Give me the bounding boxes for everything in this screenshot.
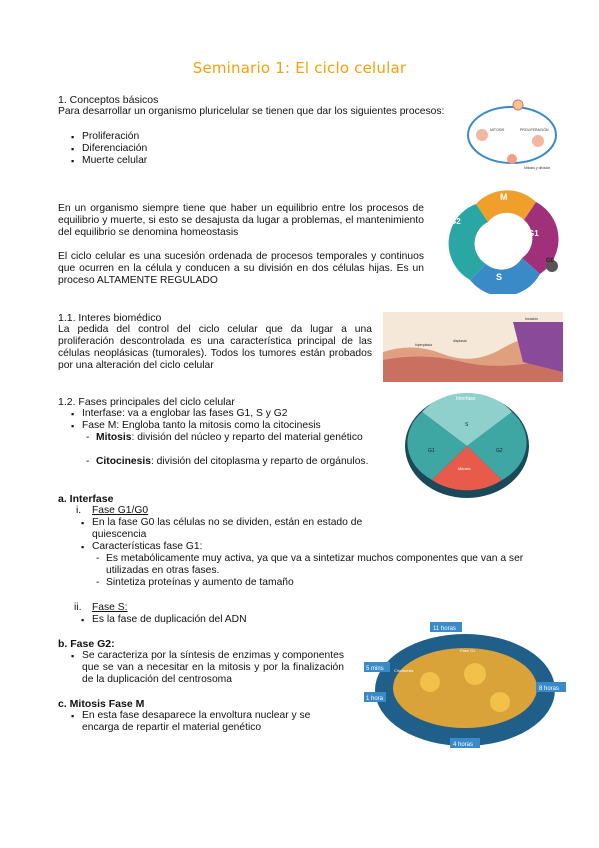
list-item: ▪ Diferenciación bbox=[82, 143, 147, 155]
subsection-heading: b. Fase G2: bbox=[58, 638, 115, 650]
fig-label: S bbox=[496, 272, 503, 282]
time-label: 1 hora bbox=[366, 696, 384, 702]
paragraph: Para desarrollar un organismo pluricelular se tienen que dar los siguientes procesos: bbox=[58, 106, 445, 117]
phase-title: Fase G1/G0 bbox=[92, 505, 149, 516]
bullet-list bbox=[82, 131, 147, 167]
list-item: ▪ Interfase: va a englobar las fases G1, S y G2 bbox=[82, 408, 372, 420]
fig-label: Invasión bbox=[525, 317, 539, 321]
definition-citocinesis bbox=[96, 456, 372, 468]
fig-label: Mitosis bbox=[458, 466, 471, 471]
fig-label: Interfase bbox=[456, 396, 476, 402]
paragraph: El ciclo celular es una sucesión ordenada de procesos temporales y continuos que ocurren en la célula y conducen a su división en dos células hijas. Es un proceso ALTAMENTE REGULADO bbox=[58, 251, 424, 286]
roman-label: ii. bbox=[74, 602, 82, 613]
fig-label: G0 bbox=[546, 258, 555, 264]
section-heading: 1. Conceptos básicos bbox=[58, 94, 159, 106]
fig-label: Fase G1 bbox=[460, 648, 476, 653]
tumour-progression-figure bbox=[383, 312, 563, 382]
term: Citocinesis bbox=[96, 456, 151, 467]
fig-label: G2 bbox=[496, 448, 503, 454]
adult-icon bbox=[507, 154, 517, 164]
paragraph bbox=[82, 710, 344, 734]
time-label: 4 horas bbox=[453, 742, 474, 748]
section-heading: 1.2. Fases principales del ciclo celular bbox=[58, 396, 235, 408]
list-item: ▪ Proliferación bbox=[82, 131, 147, 143]
dash-item bbox=[106, 577, 546, 589]
bullet-list bbox=[92, 614, 372, 626]
definition-mitosis bbox=[96, 432, 372, 444]
cell-icon bbox=[490, 692, 510, 712]
definition: : división del núcleo y reparto del material genético bbox=[131, 432, 363, 443]
dash-text: - Es metabólicamente muy activa, ya que va a sintetizar muchos componentes que van a ser utilizadas en otras fases. bbox=[106, 553, 523, 576]
paragraph: En un organismo siempre tiene que haber un equilibrio entre los procesos de equilibrio y muerte, si esto se desajusta da lugar a problemas, el mantenimiento del equilibrio se denomina homeostasis bbox=[58, 203, 424, 238]
list-item: ▪ Muerte celular bbox=[82, 155, 147, 167]
fig-label: PROLIFERACIÓN bbox=[520, 128, 549, 132]
dash-text: - Sintetiza proteínas y aumento de tamaño bbox=[106, 577, 294, 588]
fig-label: displasia bbox=[453, 339, 467, 343]
cell-ring bbox=[393, 648, 537, 728]
fig-label: G2 bbox=[450, 217, 461, 226]
dash-item bbox=[106, 553, 546, 577]
roman-label: i. bbox=[76, 505, 82, 516]
subsection-heading: a. Interfase bbox=[58, 493, 114, 505]
list-item: ▪ En la fase G0 las células no se dividen, están en estado de quiescencia bbox=[92, 517, 382, 541]
interphase-mitosis-figure bbox=[402, 392, 532, 500]
fig-label: G1 bbox=[528, 229, 539, 238]
cell-icon bbox=[513, 100, 523, 110]
paragraph bbox=[82, 650, 344, 686]
development-cycle-figure bbox=[458, 95, 566, 173]
fig-label: Citocinesis bbox=[394, 668, 414, 673]
subsection-heading: c. Mitosis Fase M bbox=[58, 698, 145, 710]
list-item: ▪ Características fase G1: bbox=[92, 541, 382, 553]
fig-label: MITOSIS bbox=[490, 128, 505, 132]
child-icon bbox=[532, 135, 544, 147]
definition: : división del citoplasma y reparto de orgánulos. bbox=[150, 456, 369, 467]
cell-cycle-wheel-figure bbox=[436, 184, 568, 294]
fig-label: M bbox=[500, 192, 508, 202]
list-item: ▪ Es la fase de duplicación del ADN bbox=[92, 614, 372, 626]
paragraph: La pedida del control del ciclo celular que da lugar a una proliferación descontrolada es una característica principal de las células neoplásicas (tumorales). Todos los tumores están probados por una alteración del ciclo celular bbox=[58, 324, 372, 371]
term: Mitosis bbox=[96, 432, 132, 443]
section-heading: 1.1. Interes biomédico bbox=[58, 312, 162, 324]
fig-label: G1 bbox=[428, 448, 435, 454]
bullet-text: ▪ Se caracteriza por la síntesis de enzimas y componentes que se van a necesitar en la mitosis y por la finalización de la duplicación del centrosoma bbox=[82, 650, 344, 685]
phase-title: Fase S: bbox=[92, 602, 128, 613]
fig-label: Mitosis y división bbox=[524, 166, 551, 170]
fig-label: hiperplasia bbox=[415, 343, 432, 347]
page-title: Seminario 1: El ciclo celular bbox=[192, 59, 407, 77]
list-item: ▪ Fase M: Engloba tanto la mitosis como la citocinesis bbox=[82, 420, 372, 432]
time-label: 11 horas bbox=[433, 626, 456, 632]
cell-icon bbox=[464, 663, 486, 685]
time-label: 5 mins bbox=[366, 666, 384, 672]
bullet-list bbox=[92, 517, 382, 553]
cell-icon bbox=[420, 672, 440, 692]
bullet-list bbox=[82, 408, 372, 432]
bullet-text: ▪ En esta fase desaparece la envoltura nuclear y se encarga de repartir el material genético bbox=[82, 710, 310, 733]
time-label: 8 horas bbox=[539, 686, 560, 692]
embryo-icon bbox=[476, 129, 488, 141]
fig-label: S bbox=[465, 422, 469, 428]
cycle-duration-figure bbox=[360, 612, 570, 752]
